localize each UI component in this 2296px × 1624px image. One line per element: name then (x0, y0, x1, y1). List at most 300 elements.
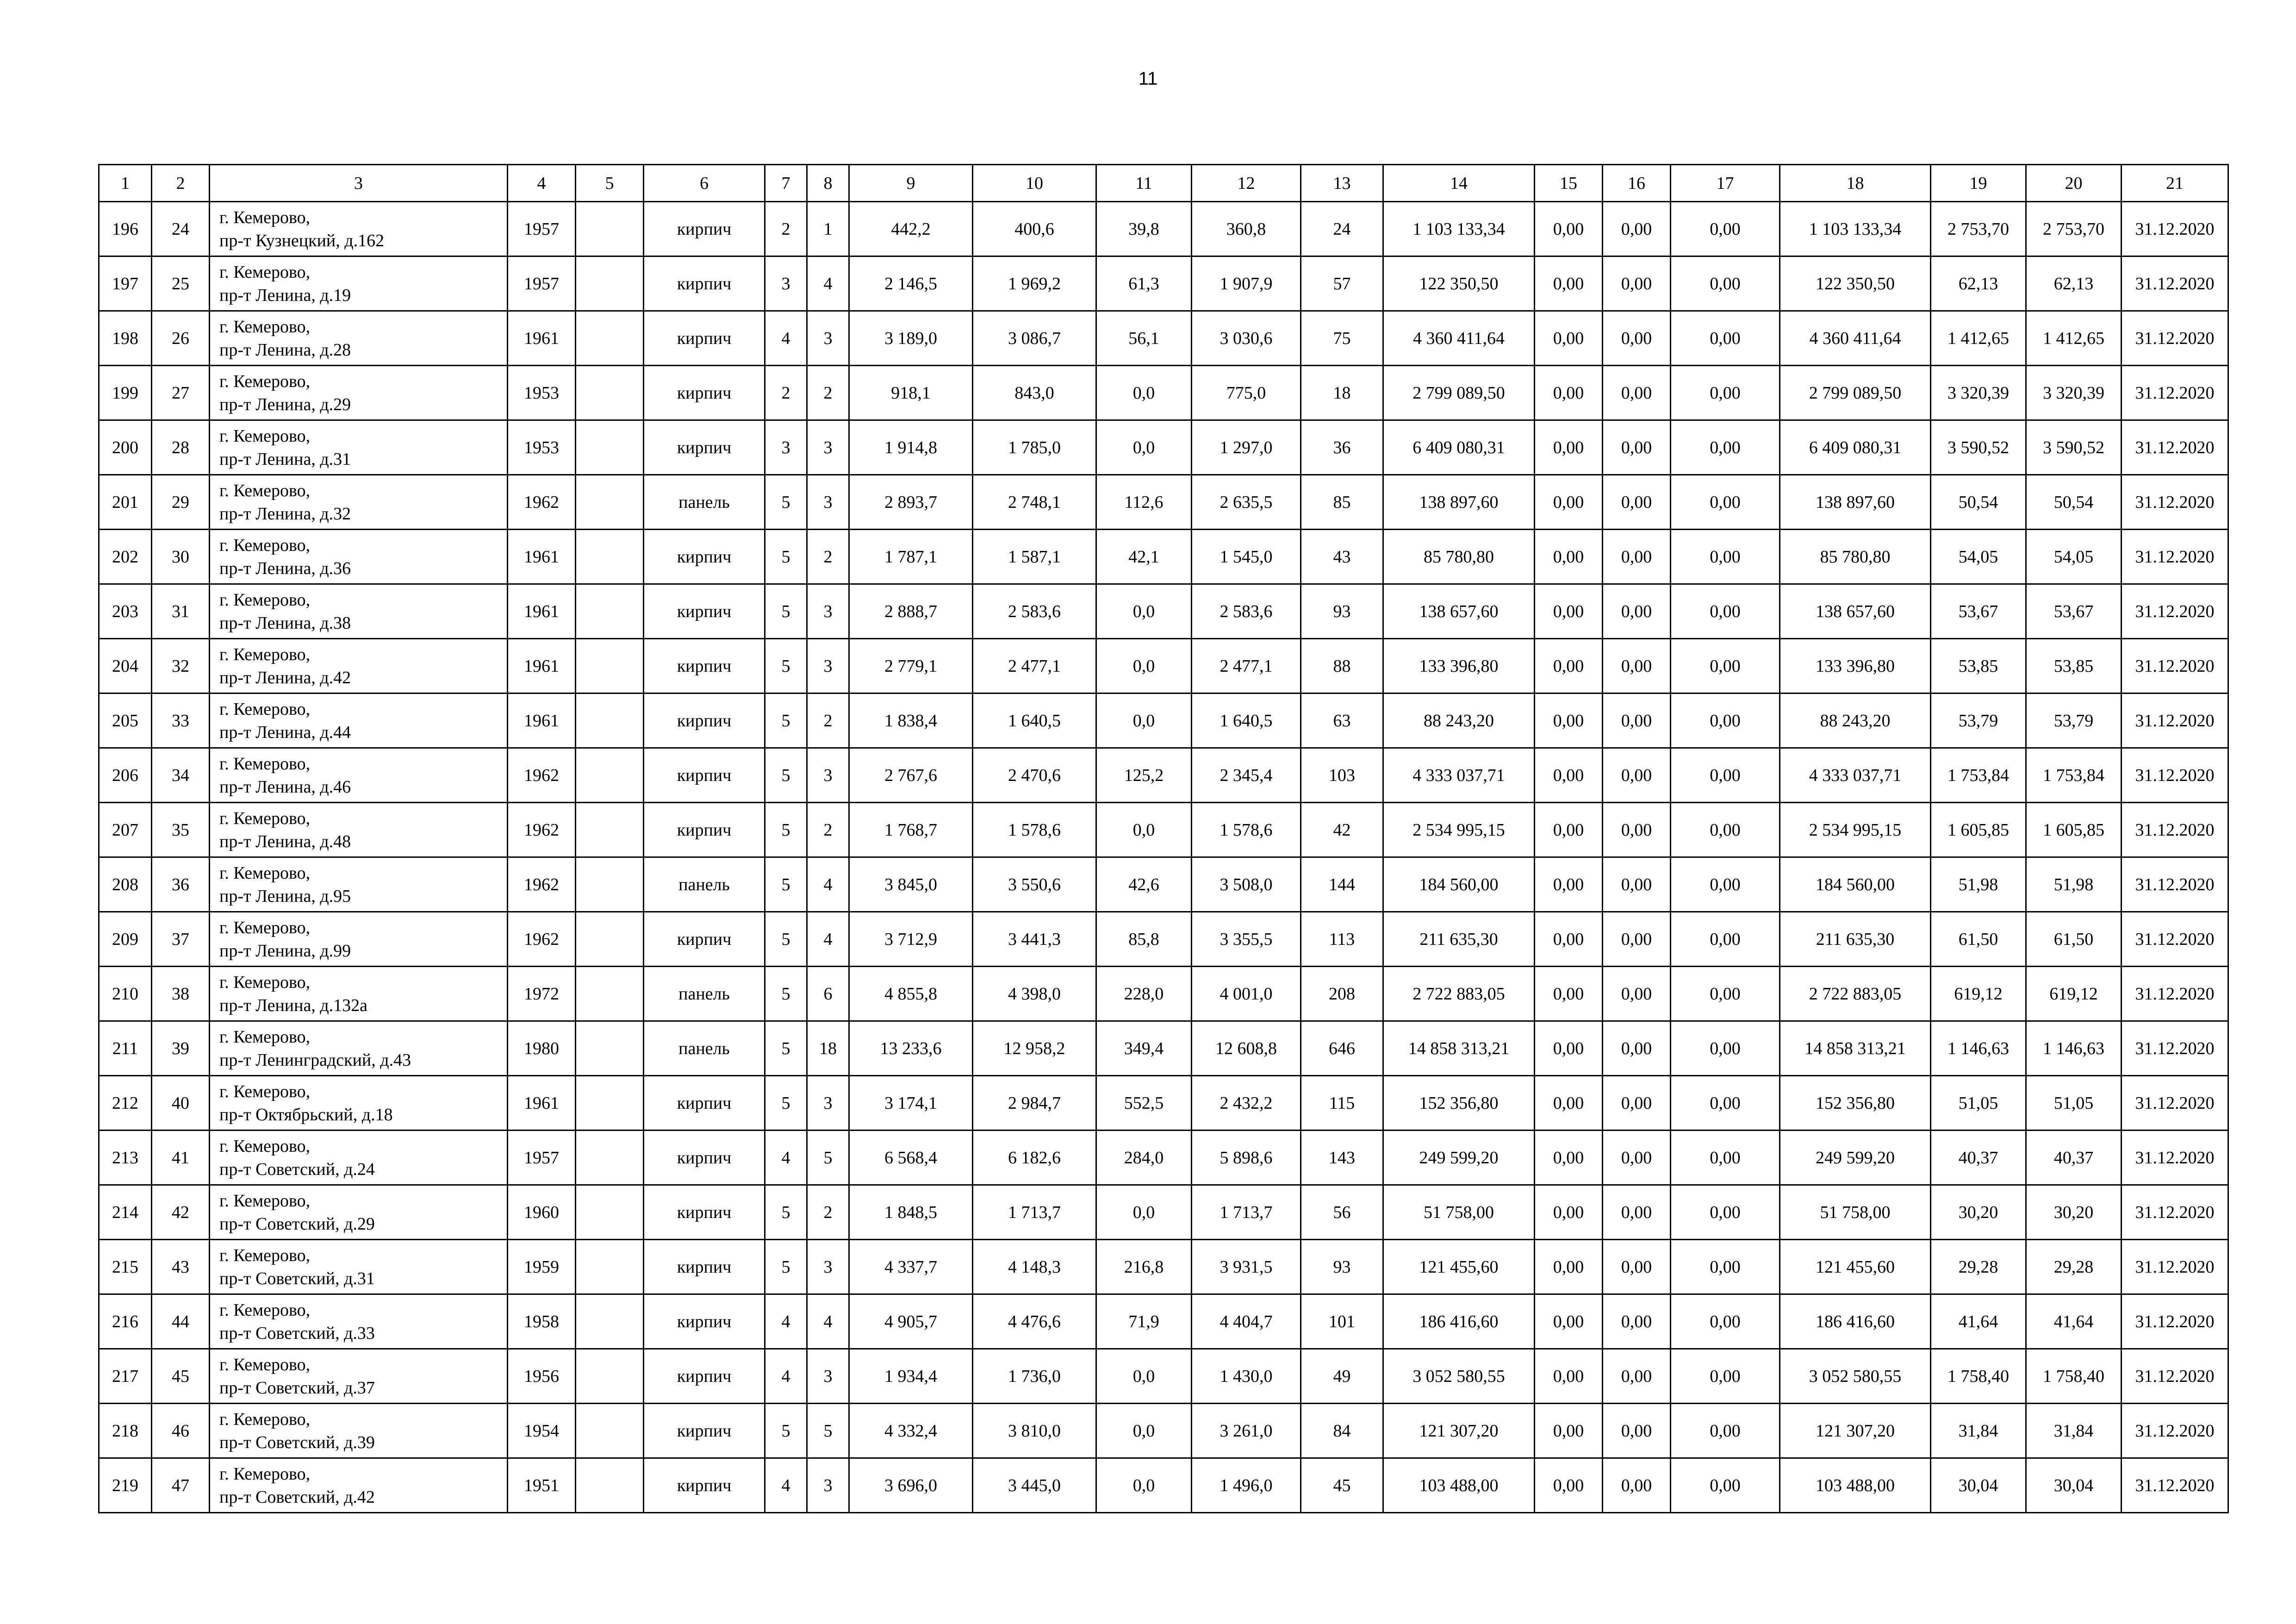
table-cell-c21: 31.12.2020 (2122, 1349, 2228, 1404)
table-cell-c19: 1 758,40 (1931, 1349, 2026, 1404)
address-street: пр-т Ленина, д.29 (219, 394, 351, 414)
table-cell-c18: 211 635,30 (1780, 912, 1931, 967)
table-cell-c9: 918,1 (849, 366, 973, 420)
table-cell-c13: 646 (1301, 1021, 1383, 1076)
table-cell-c10: 1 640,5 (973, 693, 1096, 748)
table-cell-c14: 249 599,20 (1383, 1131, 1535, 1185)
table-cell-c19: 29,28 (1931, 1240, 2026, 1294)
table-cell-c2: 37 (152, 912, 210, 967)
table-cell-c9: 1 914,8 (849, 420, 973, 475)
address-street: пр-т Ленина, д.32 (219, 504, 351, 524)
table-cell-c18: 2 799 089,50 (1780, 366, 1931, 420)
table-cell-c21: 31.12.2020 (2122, 1185, 2228, 1240)
table-cell-c13: 115 (1301, 1076, 1383, 1131)
table-cell-c13: 36 (1301, 420, 1383, 475)
table-cell-c13: 18 (1301, 366, 1383, 420)
table-cell-c14: 184 560,00 (1383, 857, 1535, 912)
table-cell-c2: 25 (152, 256, 210, 311)
table-cell-c14: 85 780,80 (1383, 530, 1535, 584)
table-cell-c6: кирпич (644, 1458, 765, 1513)
table-cell-c2: 29 (152, 475, 210, 530)
table-cell-c9: 3 189,0 (849, 311, 973, 366)
table-cell-c11: 42,6 (1096, 857, 1192, 912)
table-cell-c11: 0,0 (1096, 1404, 1192, 1458)
table-cell-c5 (576, 256, 644, 311)
table-cell-c4: 1951 (508, 1458, 576, 1513)
table-cell-c9: 2 893,7 (849, 475, 973, 530)
table-cell-c19: 53,85 (1931, 639, 2026, 693)
table-cell-c2: 46 (152, 1404, 210, 1458)
table-cell-c4: 1972 (508, 967, 576, 1021)
table-cell-c17: 0,00 (1671, 1240, 1780, 1294)
table-cell-c17: 0,00 (1671, 420, 1780, 475)
table-cell-c17: 0,00 (1671, 366, 1780, 420)
address-city: г. Кемерово, (219, 972, 311, 992)
table-cell-c8: 3 (807, 420, 849, 475)
table-cell-c10: 2 477,1 (973, 639, 1096, 693)
table-cell-c18: 152 356,80 (1780, 1076, 1931, 1131)
table-cell-c7: 5 (765, 857, 807, 912)
table-cell-c1: 203 (99, 584, 152, 639)
table-cell-c19: 2 753,70 (1931, 202, 2026, 256)
table-row (99, 1458, 2228, 1513)
table-cell-c18: 122 350,50 (1780, 256, 1931, 311)
table-cell-c11: 216,8 (1096, 1240, 1192, 1294)
table-cell-c16: 0,00 (1603, 1458, 1671, 1513)
address-cell (210, 748, 508, 803)
table-cell-c7: 4 (765, 1294, 807, 1349)
header-row (99, 165, 2228, 202)
address-cell (210, 1349, 508, 1404)
address-street: пр-т Ленина, д.19 (219, 285, 351, 305)
housing-table (98, 164, 2229, 1513)
table-cell-c12: 3 030,6 (1192, 311, 1301, 366)
table-cell-c7: 5 (765, 912, 807, 967)
table-row (99, 1185, 2228, 1240)
table-cell-c16: 0,00 (1603, 639, 1671, 693)
table-cell-c20: 51,05 (2026, 1076, 2122, 1131)
table-row (99, 1021, 2228, 1076)
table-cell-c4: 1957 (508, 202, 576, 256)
table-cell-c12: 1 297,0 (1192, 420, 1301, 475)
table-cell-c6: панель (644, 475, 765, 530)
column-header: 6 (644, 165, 765, 202)
table-cell-c10: 2 470,6 (973, 748, 1096, 803)
table-row (99, 530, 2228, 584)
address-cell (210, 1076, 508, 1131)
table-cell-c15: 0,00 (1535, 420, 1603, 475)
table-cell-c9: 3 712,9 (849, 912, 973, 967)
table-cell-c20: 3 320,39 (2026, 366, 2122, 420)
table-cell-c21: 31.12.2020 (2122, 584, 2228, 639)
table-cell-c6: панель (644, 967, 765, 1021)
table-cell-c21: 31.12.2020 (2122, 1131, 2228, 1185)
table-cell-c5 (576, 420, 644, 475)
table-cell-c2: 28 (152, 420, 210, 475)
table-cell-c8: 3 (807, 311, 849, 366)
table-cell-c2: 26 (152, 311, 210, 366)
table-cell-c20: 53,79 (2026, 693, 2122, 748)
table-cell-c12: 2 477,1 (1192, 639, 1301, 693)
table-cell-c16: 0,00 (1603, 1240, 1671, 1294)
table-cell-c4: 1953 (508, 420, 576, 475)
address-cell (210, 857, 508, 912)
table-cell-c12: 1 640,5 (1192, 693, 1301, 748)
table-row (99, 311, 2228, 366)
table-cell-c10: 1 785,0 (973, 420, 1096, 475)
table-cell-c10: 3 810,0 (973, 1404, 1096, 1458)
column-header: 19 (1931, 165, 2026, 202)
address-street: пр-т Советский, д.31 (219, 1268, 375, 1288)
table-cell-c2: 43 (152, 1240, 210, 1294)
table-cell-c16: 0,00 (1603, 748, 1671, 803)
table-cell-c4: 1956 (508, 1349, 576, 1404)
table-cell-c1: 211 (99, 1021, 152, 1076)
table-cell-c20: 53,67 (2026, 584, 2122, 639)
table-cell-c10: 3 086,7 (973, 311, 1096, 366)
table-cell-c16: 0,00 (1603, 202, 1671, 256)
table-cell-c7: 5 (765, 748, 807, 803)
table-cell-c13: 208 (1301, 967, 1383, 1021)
address-city: г. Кемерово, (219, 1300, 311, 1320)
table-cell-c21: 31.12.2020 (2122, 1404, 2228, 1458)
table-cell-c13: 93 (1301, 1240, 1383, 1294)
table-cell-c15: 0,00 (1535, 1349, 1603, 1404)
table-cell-c15: 0,00 (1535, 1185, 1603, 1240)
table-cell-c16: 0,00 (1603, 857, 1671, 912)
table-cell-c9: 1 848,5 (849, 1185, 973, 1240)
table-cell-c1: 210 (99, 967, 152, 1021)
table-cell-c1: 199 (99, 366, 152, 420)
table-cell-c19: 54,05 (1931, 530, 2026, 584)
table-cell-c19: 50,54 (1931, 475, 2026, 530)
table-cell-c9: 3 845,0 (849, 857, 973, 912)
table-cell-c18: 4 333 037,71 (1780, 748, 1931, 803)
table-cell-c2: 39 (152, 1021, 210, 1076)
table-cell-c13: 93 (1301, 584, 1383, 639)
table-cell-c16: 0,00 (1603, 1294, 1671, 1349)
address-street: пр-т Ленинградский, д.43 (219, 1050, 411, 1070)
table-cell-c17: 0,00 (1671, 1458, 1780, 1513)
table-cell-c9: 2 767,6 (849, 748, 973, 803)
table-cell-c15: 0,00 (1535, 1294, 1603, 1349)
table-cell-c2: 40 (152, 1076, 210, 1131)
table-cell-c1: 213 (99, 1131, 152, 1185)
page-number: 11 (1138, 69, 1158, 89)
column-header: 10 (973, 165, 1096, 202)
table-cell-c15: 0,00 (1535, 311, 1603, 366)
table-row (99, 803, 2228, 857)
table-cell-c11: 125,2 (1096, 748, 1192, 803)
table-cell-c13: 113 (1301, 912, 1383, 967)
table-cell-c11: 61,3 (1096, 256, 1192, 311)
table-cell-c12: 1 713,7 (1192, 1185, 1301, 1240)
table-cell-c18: 103 488,00 (1780, 1458, 1931, 1513)
table-cell-c5 (576, 366, 644, 420)
table-cell-c17: 0,00 (1671, 584, 1780, 639)
table-cell-c6: кирпич (644, 530, 765, 584)
table-cell-c7: 2 (765, 202, 807, 256)
table-cell-c1: 217 (99, 1349, 152, 1404)
table-cell-c9: 4 337,7 (849, 1240, 973, 1294)
address-city: г. Кемерово, (219, 808, 311, 828)
table-cell-c20: 29,28 (2026, 1240, 2122, 1294)
table-cell-c15: 0,00 (1535, 912, 1603, 967)
table-cell-c12: 1 907,9 (1192, 256, 1301, 311)
table-cell-c21: 31.12.2020 (2122, 857, 2228, 912)
table-cell-c14: 88 243,20 (1383, 693, 1535, 748)
table-cell-c20: 1 146,63 (2026, 1021, 2122, 1076)
table-cell-c9: 3 174,1 (849, 1076, 973, 1131)
table-cell-c9: 13 233,6 (849, 1021, 973, 1076)
table-cell-c1: 201 (99, 475, 152, 530)
table-cell-c8: 3 (807, 1076, 849, 1131)
table-cell-c5 (576, 1021, 644, 1076)
table-cell-c4: 1962 (508, 912, 576, 967)
table-cell-c4: 1980 (508, 1021, 576, 1076)
table-cell-c21: 31.12.2020 (2122, 366, 2228, 420)
table-cell-c6: кирпич (644, 1404, 765, 1458)
address-city: г. Кемерово, (219, 371, 311, 391)
address-city: г. Кемерово, (219, 481, 311, 500)
table-cell-c18: 14 858 313,21 (1780, 1021, 1931, 1076)
table-row (99, 584, 2228, 639)
table-cell-c15: 0,00 (1535, 1076, 1603, 1131)
table-cell-c13: 88 (1301, 639, 1383, 693)
address-street: пр-т Ленина, д.28 (219, 340, 351, 360)
table-cell-c19: 1 412,65 (1931, 311, 2026, 366)
table-cell-c1: 206 (99, 748, 152, 803)
table-cell-c4: 1958 (508, 1294, 576, 1349)
table-cell-c10: 3 445,0 (973, 1458, 1096, 1513)
table-cell-c8: 5 (807, 1404, 849, 1458)
table-cell-c18: 138 657,60 (1780, 584, 1931, 639)
table-cell-c18: 85 780,80 (1780, 530, 1931, 584)
address-street: пр-т Ленина, д.44 (219, 722, 351, 742)
column-header: 17 (1671, 165, 1780, 202)
table-cell-c9: 2 888,7 (849, 584, 973, 639)
table-cell-c7: 3 (765, 420, 807, 475)
table-cell-c1: 207 (99, 803, 152, 857)
table-cell-c21: 31.12.2020 (2122, 693, 2228, 748)
table-cell-c11: 0,0 (1096, 1185, 1192, 1240)
column-header: 8 (807, 165, 849, 202)
table-cell-c1: 216 (99, 1294, 152, 1349)
table-cell-c2: 30 (152, 530, 210, 584)
table-cell-c11: 349,4 (1096, 1021, 1192, 1076)
table-cell-c17: 0,00 (1671, 1076, 1780, 1131)
table-cell-c7: 5 (765, 584, 807, 639)
table-body (99, 202, 2228, 1513)
address-street: пр-т Ленина, д.31 (219, 449, 351, 469)
table-cell-c20: 1 753,84 (2026, 748, 2122, 803)
address-cell (210, 530, 508, 584)
table-cell-c16: 0,00 (1603, 1131, 1671, 1185)
table-cell-c6: кирпич (644, 1349, 765, 1404)
table-cell-c18: 4 360 411,64 (1780, 311, 1931, 366)
table-cell-c9: 4 855,8 (849, 967, 973, 1021)
table-cell-c5 (576, 1240, 644, 1294)
table-cell-c9: 1 768,7 (849, 803, 973, 857)
table-cell-c1: 205 (99, 693, 152, 748)
table-cell-c8: 5 (807, 1131, 849, 1185)
table-cell-c11: 0,0 (1096, 803, 1192, 857)
table-cell-c8: 2 (807, 530, 849, 584)
address-city: г. Кемерово, (219, 426, 311, 446)
table-cell-c9: 2 146,5 (849, 256, 973, 311)
table-cell-c5 (576, 530, 644, 584)
address-city: г. Кемерово, (219, 317, 311, 337)
table-cell-c13: 84 (1301, 1404, 1383, 1458)
table-cell-c13: 63 (1301, 693, 1383, 748)
table-cell-c4: 1957 (508, 256, 576, 311)
table-cell-c13: 42 (1301, 803, 1383, 857)
address-city: г. Кемерово, (219, 1027, 311, 1047)
table-cell-c10: 4 398,0 (973, 967, 1096, 1021)
table-cell-c11: 71,9 (1096, 1294, 1192, 1349)
address-street: пр-т Ленина, д.95 (219, 886, 351, 906)
table-cell-c15: 0,00 (1535, 1021, 1603, 1076)
address-city: г. Кемерово, (219, 699, 311, 719)
table-cell-c7: 4 (765, 1349, 807, 1404)
table-cell-c2: 36 (152, 857, 210, 912)
table-cell-c14: 133 396,80 (1383, 639, 1535, 693)
table-cell-c14: 1 103 133,34 (1383, 202, 1535, 256)
address-city: г. Кемерово, (219, 918, 311, 937)
table-cell-c16: 0,00 (1603, 1021, 1671, 1076)
table-cell-c13: 43 (1301, 530, 1383, 584)
table-cell-c1: 204 (99, 639, 152, 693)
address-street: пр-т Советский, д.39 (219, 1432, 375, 1452)
table-cell-c8: 4 (807, 857, 849, 912)
address-city: г. Кемерово, (219, 590, 311, 610)
address-street: пр-т Ленина, д.36 (219, 558, 351, 578)
address-street: пр-т Советский, д.33 (219, 1323, 375, 1343)
table-cell-c18: 51 758,00 (1780, 1185, 1931, 1240)
table-cell-c16: 0,00 (1603, 366, 1671, 420)
table-cell-c4: 1959 (508, 1240, 576, 1294)
address-cell (210, 967, 508, 1021)
table-cell-c18: 121 307,20 (1780, 1404, 1931, 1458)
address-city: г. Кемерово, (219, 1081, 311, 1101)
table-cell-c6: кирпич (644, 256, 765, 311)
table-cell-c6: кирпич (644, 1240, 765, 1294)
table-cell-c5 (576, 857, 644, 912)
address-cell (210, 1240, 508, 1294)
table-cell-c17: 0,00 (1671, 256, 1780, 311)
table-cell-c2: 35 (152, 803, 210, 857)
table-cell-c12: 3 261,0 (1192, 1404, 1301, 1458)
table-cell-c21: 31.12.2020 (2122, 639, 2228, 693)
table-cell-c15: 0,00 (1535, 202, 1603, 256)
address-city: г. Кемерово, (219, 644, 311, 664)
table-cell-c5 (576, 1131, 644, 1185)
table-cell-c15: 0,00 (1535, 693, 1603, 748)
table-cell-c12: 4 404,7 (1192, 1294, 1301, 1349)
table-cell-c11: 284,0 (1096, 1131, 1192, 1185)
table-cell-c14: 4 360 411,64 (1383, 311, 1535, 366)
table-row (99, 1240, 2228, 1294)
table-cell-c14: 152 356,80 (1383, 1076, 1535, 1131)
table-cell-c10: 1 578,6 (973, 803, 1096, 857)
table-cell-c17: 0,00 (1671, 693, 1780, 748)
address-cell (210, 639, 508, 693)
address-street: пр-т Советский, д.42 (219, 1487, 375, 1507)
table-cell-c13: 56 (1301, 1185, 1383, 1240)
address-city: г. Кемерово, (219, 1464, 311, 1484)
address-cell (210, 584, 508, 639)
table-cell-c10: 2 583,6 (973, 584, 1096, 639)
table-cell-c19: 1 753,84 (1931, 748, 2026, 803)
table-cell-c17: 0,00 (1671, 1185, 1780, 1240)
table-cell-c6: кирпич (644, 1076, 765, 1131)
table-cell-c18: 249 599,20 (1780, 1131, 1931, 1185)
table-cell-c7: 5 (765, 693, 807, 748)
table-row (99, 1294, 2228, 1349)
table-cell-c12: 1 430,0 (1192, 1349, 1301, 1404)
table-cell-c1: 208 (99, 857, 152, 912)
table-cell-c12: 1 496,0 (1192, 1458, 1301, 1513)
table-cell-c2: 34 (152, 748, 210, 803)
address-cell (210, 1404, 508, 1458)
table-cell-c16: 0,00 (1603, 967, 1671, 1021)
table-cell-c12: 2 432,2 (1192, 1076, 1301, 1131)
table-cell-c14: 14 858 313,21 (1383, 1021, 1535, 1076)
table-cell-c9: 3 696,0 (849, 1458, 973, 1513)
table-cell-c9: 6 568,4 (849, 1131, 973, 1185)
table-cell-c5 (576, 967, 644, 1021)
table-cell-c21: 31.12.2020 (2122, 912, 2228, 967)
table-cell-c7: 5 (765, 1185, 807, 1240)
column-header: 18 (1780, 165, 1931, 202)
table-cell-c10: 4 476,6 (973, 1294, 1096, 1349)
table-cell-c5 (576, 639, 644, 693)
table-cell-c16: 0,00 (1603, 693, 1671, 748)
table-cell-c20: 40,37 (2026, 1131, 2122, 1185)
address-city: г. Кемерово, (219, 1355, 311, 1374)
table-cell-c8: 3 (807, 475, 849, 530)
table-cell-c5 (576, 475, 644, 530)
table-cell-c11: 0,0 (1096, 639, 1192, 693)
table-cell-c10: 6 182,6 (973, 1131, 1096, 1185)
table-cell-c6: кирпич (644, 1185, 765, 1240)
column-header: 16 (1603, 165, 1671, 202)
table-cell-c15: 0,00 (1535, 1240, 1603, 1294)
table-cell-c21: 31.12.2020 (2122, 530, 2228, 584)
table-cell-c4: 1961 (508, 530, 576, 584)
table-cell-c9: 1 934,4 (849, 1349, 973, 1404)
table-cell-c21: 31.12.2020 (2122, 1021, 2228, 1076)
table-cell-c12: 3 355,5 (1192, 912, 1301, 967)
table-cell-c19: 53,67 (1931, 584, 2026, 639)
table-cell-c11: 56,1 (1096, 311, 1192, 366)
table-cell-c5 (576, 1185, 644, 1240)
table-cell-c7: 4 (765, 1458, 807, 1513)
table-cell-c20: 619,12 (2026, 967, 2122, 1021)
address-cell (210, 1294, 508, 1349)
table-cell-c21: 31.12.2020 (2122, 748, 2228, 803)
table-cell-c14: 2 799 089,50 (1383, 366, 1535, 420)
address-cell (210, 693, 508, 748)
table-cell-c19: 61,50 (1931, 912, 2026, 967)
table-cell-c17: 0,00 (1671, 1021, 1780, 1076)
table-cell-c7: 5 (765, 530, 807, 584)
table-cell-c11: 39,8 (1096, 202, 1192, 256)
table-row (99, 1349, 2228, 1404)
table-cell-c12: 3 508,0 (1192, 857, 1301, 912)
table-cell-c18: 186 416,60 (1780, 1294, 1931, 1349)
table-cell-c17: 0,00 (1671, 967, 1780, 1021)
